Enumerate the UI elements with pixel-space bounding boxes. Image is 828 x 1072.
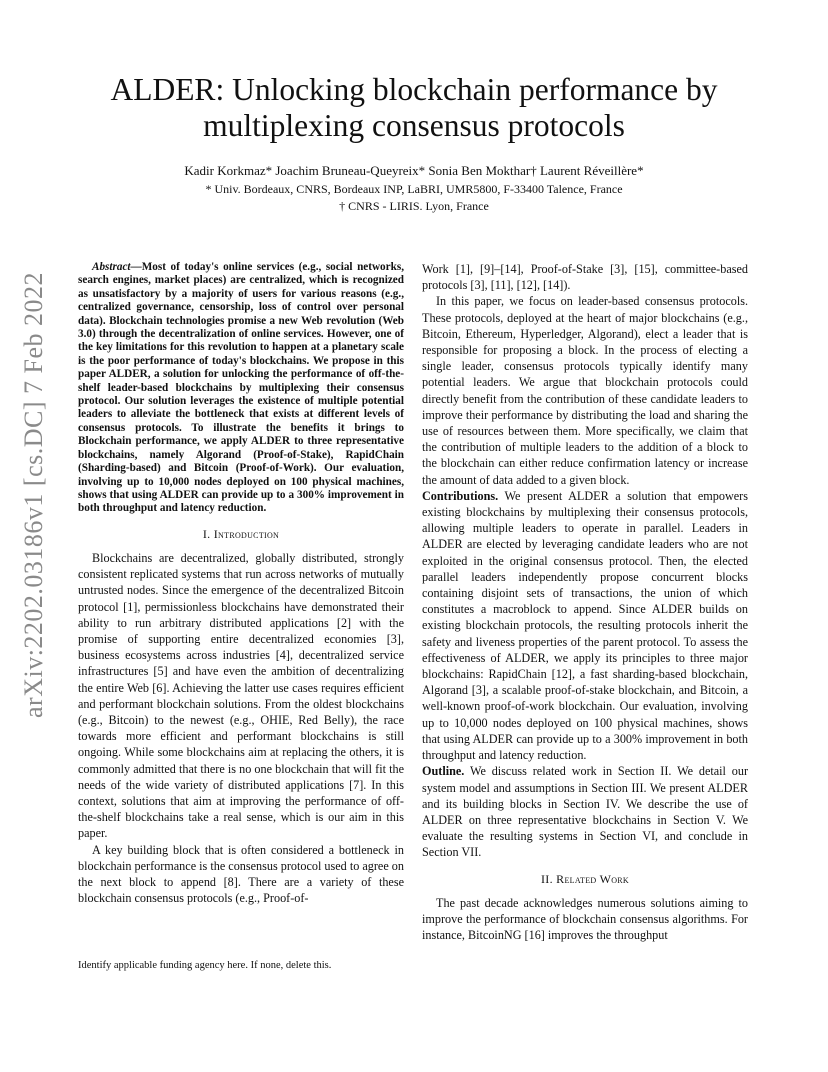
right-paragraph-1: In this paper, we focus on leader-based consensus protocols. These protocols, deployed at the heart of major blockchains (e.g., Bitcoin, Ethereum, Hyperledger, Algorand), elect a leader that is responsible for proposing a block. In the process of electing a single leader, consensus protocols typically identify many potential leaders. We argue that blockchain protocols could directly benefit from the contribution of these candidate leaders to improve their performance by distributing the load and sharing the use of resources between them. More specifically, we claim that the contribution of multiple leaders to the addition of a block to the blockchain can either reduce confirmation latency or increase the amount of data added to a given block. <box>422 294 748 487</box>
abstract-label: Abstract <box>92 261 131 273</box>
contributions-label: Contributions. <box>422 488 499 503</box>
section-heading-related-work: II. Related Work <box>540 871 629 886</box>
right-column <box>422 261 748 943</box>
contributions-paragraph <box>422 488 748 763</box>
title-line-1: ALDER: Unlocking blockchain performance by <box>110 72 718 107</box>
related-work-paragraph-1: The past decade acknowledges numerous solutions aiming to improve the performance of blockchain consensus algorithms. For instance, BitcoinNG [16] improves the throughput <box>422 895 748 943</box>
affiliation-1: * Univ. Bordeaux, CNRS, Bordeaux INP, LaBRI, UMR5800, F-33400 Talence, France <box>205 182 623 196</box>
author-list: Kadir Korkmaz* Joachim Bruneau-Queyreix* Sonia Ben Mokthar† Laurent Réveillère* <box>184 163 644 178</box>
outline-label: Outline. <box>422 764 465 779</box>
left-column <box>78 261 404 906</box>
affiliation-2: † CNRS - LIRIS. Lyon, France <box>339 199 489 213</box>
outline-paragraph <box>422 763 748 860</box>
abstract <box>78 261 404 516</box>
abstract-text: —Most of today's online services (e.g., social networks, search engines, market places) are centralized, which is recognized as unsatisfactory by a majority of users for various reasons (e.g., centralized governance, censorship, loss of control over personal data). Blockchain technologies promise a new Web revolution (Web 3.0) through the decentralization of online services. However, one of the key limitations for this revolution to happen at a planetary scale is the poor performance of today's blockchains. We propose in this paper ALDER, a solution for unlocking the performance of off-the-shelf leader-based blockchains by multiplexing their consensus protocol. Our solution leverages the existence of multiple potential leaders to alleviate the bottleneck that exists at different levels of consensus protocols. To illustrate the benefits it brings to Blockchain performance, we apply ALDER to three representative blockchains, namely Algorand (Proof-of-Stake), RapidChain (Sharding-based) and Bitcoin (Proof-of-Work). Our evaluation, involving up to 10,000 nodes deployed on 100 physical machines, shows that using ALDER can provide up to a 300% improvement in both throughput and latency reduction. <box>78 261 404 515</box>
arxiv-identifier: arXiv:2202.03186v1 [cs.DC] 7 Feb 2022 <box>19 271 49 719</box>
intro-paragraph-1: Blockchains are decentralized, globally distributed, strongly consistent replicated systems that run across networks of mutually untrusted nodes. Since the emergence of the decentralized Bitcoin protocol [1], permissionless blockchains have demonstrated their ability to run arbitrary distributed applications [2] with the promise of supporting entire decentralized economies [3], business ecosystems across industries [4], decentralized service infrastructures [5] and have even the ambition of decentralizing the entire Web [6]. Achieving the latter use cases requires efficient and performant blockchain solutions. From the oldest blockchains (e.g., Bitcoin) to the newest (e.g., OHIE, Red Belly), the race towards more efficient and performant blockchains is still ongoing. While some blockchains aim at replacing the others, it is commonly admitted that there is no one blockchain that will fit the needs of the wide variety of distributed applications [7]. In this context, solutions that aim at improving the performance of off-the-shelf blockchains take a real sense, which is our aim in this paper. <box>78 550 404 841</box>
contributions-text: We present ALDER a solution that empowers existing blockchains by multiplexing their consensus protocols, allowing multiple leaders to operate in parallel. Leaders in ALDER are elected by leveraging candidate leaders who are not exploited in the original consensus protocol. Then, the elected parallel leaders independently propose concurrent blocks containing disjoint sets of transactions, the union of which constitutes a macroblock to append. Since ALDER builds on existing blockchain protocols, the resulting protocols inherit the safety and liveness properties of the parent protocol. To assess the effectiveness of ALDER, we apply its principles to three major blockchains: RapidChain [12], a fast sharding-based blockchain, Algorand [3], a scalable proof-of-stake blockchain, and Bitcoin, a well-known proof-of-work blockchain. Our evaluation, involving up to 10,000 nodes deployed on 100 physical machines, shows that using ALDER can provide up to a 300% improvement in both throughput and latency reduction. <box>422 488 748 763</box>
section-heading-introduction: I. Introduction <box>202 526 280 541</box>
outline-text: We discuss related work in Section II. We detail our system model and assumptions in Section III. We present ALDER and its building blocks in Section IV. We describe the use of ALDER on three representative blockchains in Section V. We evaluate the resulting systems in Section VI, and conclude in Section VII. <box>422 764 748 860</box>
right-paragraph-0: Work [1], [9]–[14], Proof-of-Stake [3], [15], committee-based protocols [3], [11], [12], [14]). <box>422 262 748 293</box>
intro-paragraph-2: A key building block that is often considered a bottleneck in blockchain performance is the consensus protocol used to agree on the next block to append [8]. There are a variety of these blockchain consensus protocols (e.g., Proof-of- <box>78 842 404 906</box>
funding-footnote: Identify applicable funding agency here. If none, delete this. <box>78 960 332 971</box>
paper-title <box>60 72 768 144</box>
arxiv-sidebar-stamp <box>10 271 58 719</box>
title-line-2: multiplexing consensus protocols <box>203 108 625 143</box>
